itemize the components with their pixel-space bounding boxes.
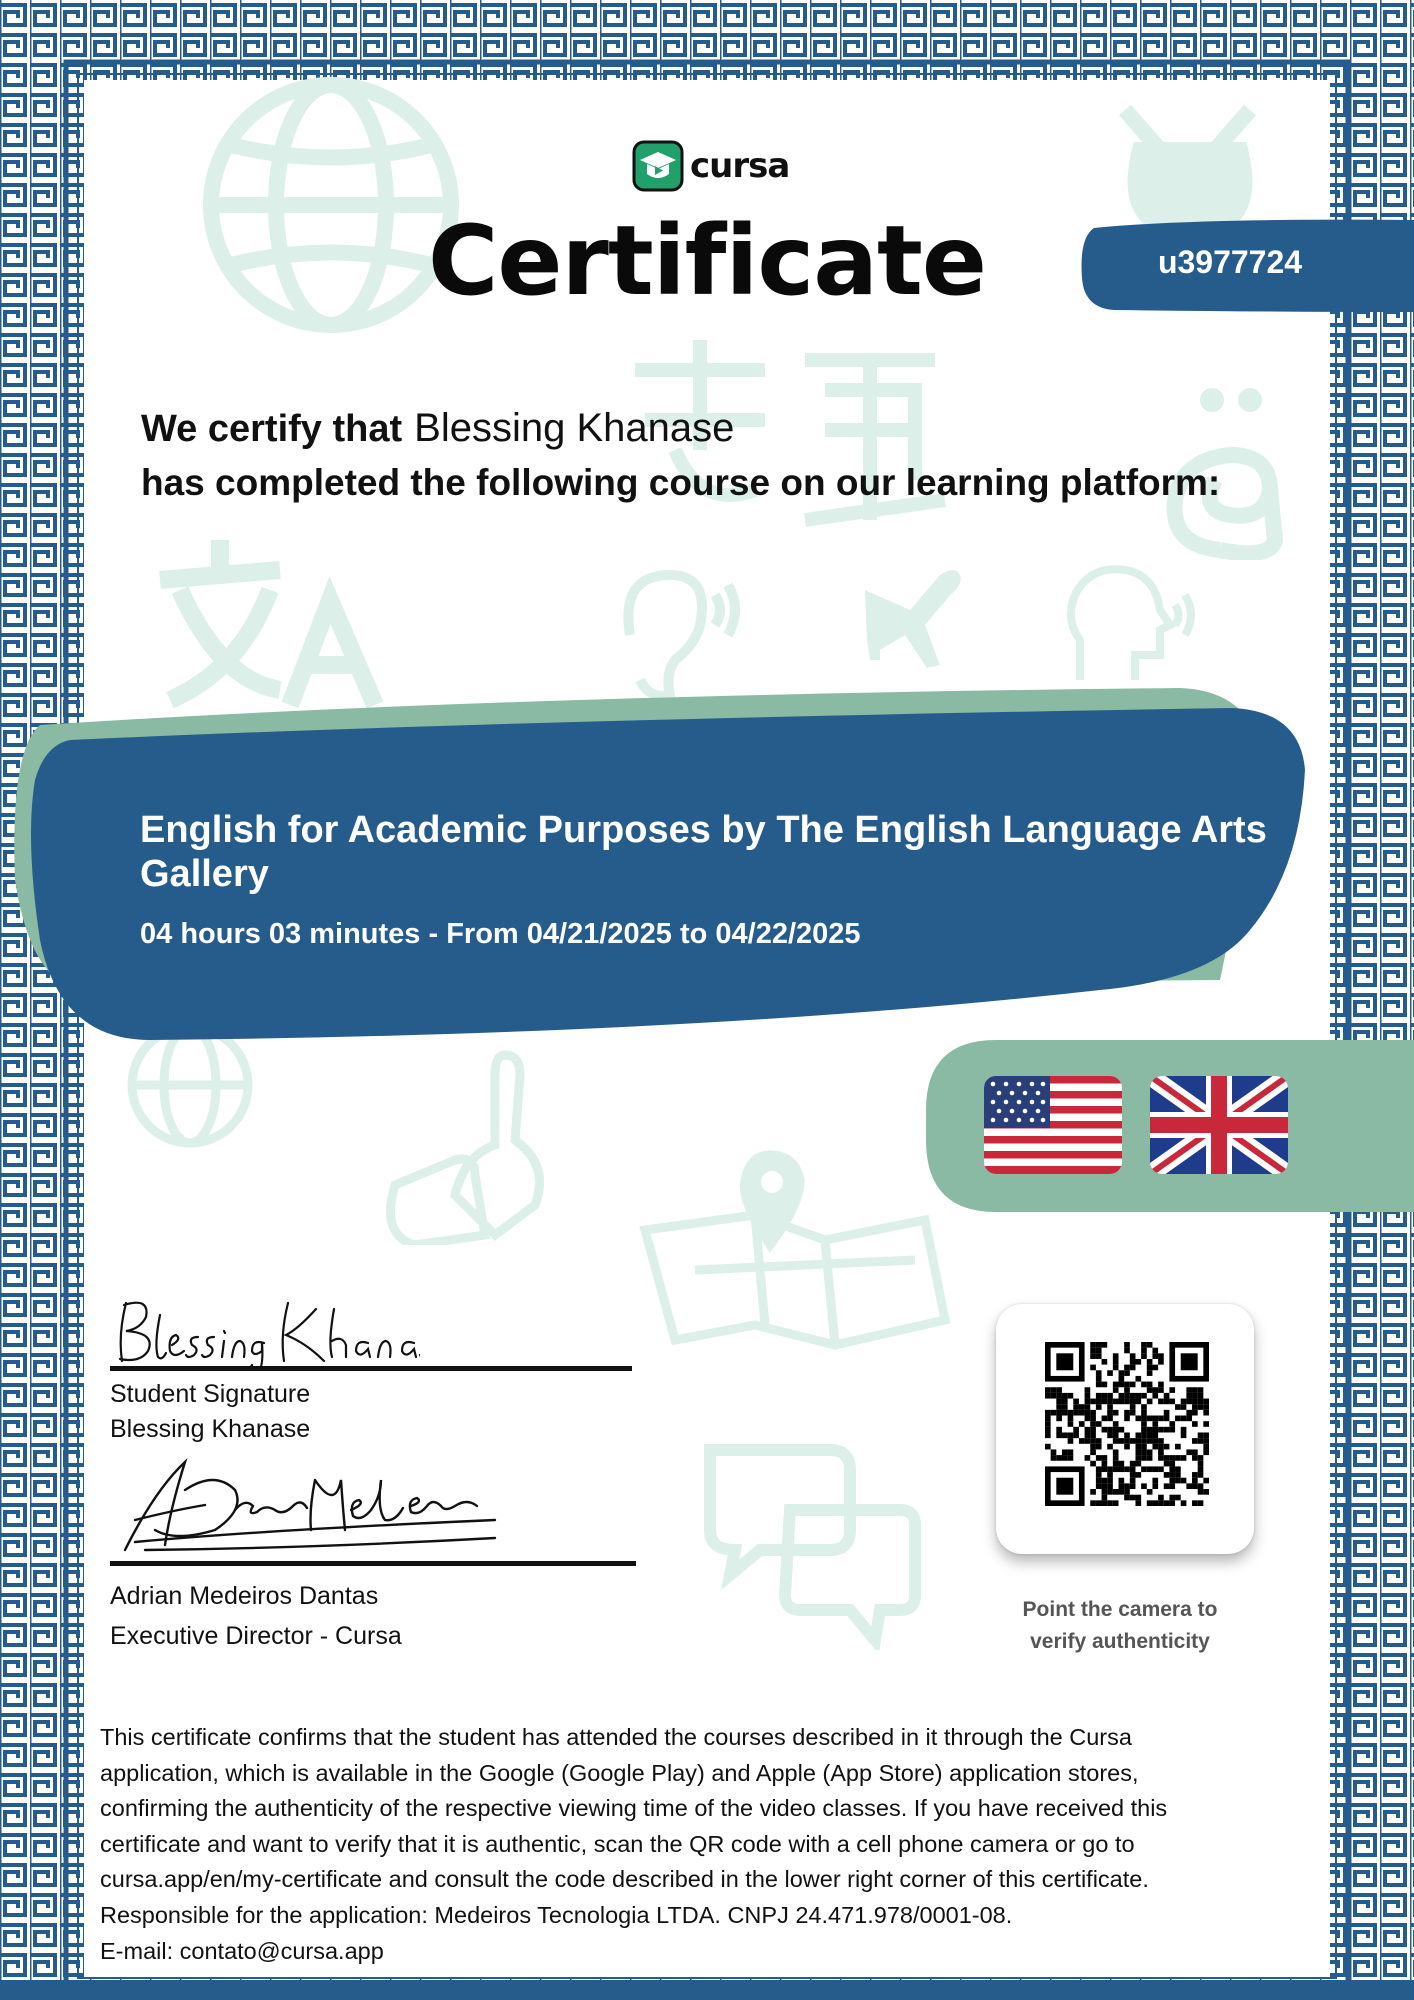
speaking-head-watermark-icon bbox=[1060, 560, 1200, 690]
disclaimer-line: Responsible for the application: Medeiros Tecnologia LTDA. CNPJ 24.471.978/0001-08. bbox=[100, 1901, 1013, 1928]
chat-bubbles-watermark-icon bbox=[690, 1430, 930, 1650]
map-pin-watermark-icon bbox=[635, 1150, 955, 1350]
cursa-logo bbox=[632, 140, 789, 192]
graduation-cap-play-icon bbox=[632, 140, 684, 192]
disclaimer-line: This certificate confirms that the student has attended the courses described in it through the Cursa bbox=[100, 1724, 1132, 1750]
disclaimer-line: confirming the authenticity of the respective viewing time of the video classes. If you have received this bbox=[100, 1795, 1168, 1822]
director-handwritten-signature bbox=[115, 1450, 515, 1560]
course-duration-dates: 04 hours 03 minutes - From 04/21/2025 to 04/22/2025 bbox=[140, 918, 861, 950]
certify-statement bbox=[141, 406, 734, 451]
united-states-flag-icon bbox=[984, 1076, 1122, 1174]
brand-name: cursa bbox=[690, 146, 790, 186]
united-kingdom-flag-icon bbox=[1150, 1076, 1288, 1174]
disclaimer-line: cursa.app/en/my-certificate and consult the code described in the lower right corner of this certificate. bbox=[100, 1866, 1149, 1893]
certificate-title: Certificate bbox=[427, 205, 987, 317]
student-name: Blessing Khanase bbox=[414, 406, 735, 450]
verification-qr-code[interactable] bbox=[1045, 1342, 1209, 1506]
certificate-code: u3977724 bbox=[1157, 244, 1303, 280]
disclaimer-line: application, which is available in the Google (Google Play) and Apple (App Store) application stores, bbox=[100, 1759, 1139, 1786]
student-handwritten-signature bbox=[110, 1295, 420, 1370]
qr-caption-line2: verify authenticity bbox=[1030, 1630, 1210, 1653]
director-name: Adrian Medeiros Dantas bbox=[110, 1582, 379, 1610]
qr-caption-line1: Point the camera to bbox=[1022, 1598, 1218, 1621]
airplane-watermark-icon bbox=[855, 560, 975, 670]
disclaimer-line: E-mail: contato@cursa.app bbox=[100, 1937, 384, 1964]
director-signature-line bbox=[110, 1561, 636, 1566]
certify-prefix: We certify that bbox=[141, 408, 403, 450]
qr-caption bbox=[990, 1594, 1250, 1658]
student-signature-label: Student Signature bbox=[110, 1380, 311, 1408]
course-title: English for Academic Purposes by The English Language Arts Gallery bbox=[140, 809, 1267, 895]
sign-language-watermark-icon bbox=[375, 1045, 565, 1245]
certify-completion-text: has completed the following course on our learning platform: bbox=[141, 462, 1221, 503]
student-signature-line bbox=[110, 1366, 632, 1371]
director-title: Executive Director - Cursa bbox=[110, 1622, 402, 1650]
disclaimer-line: certificate and want to verify that it is authentic, scan the QR code with a cell phone camera or go to bbox=[100, 1830, 1135, 1857]
certificate-disclaimer bbox=[100, 1720, 1330, 1969]
student-signature-name: Blessing Khanase bbox=[110, 1415, 311, 1443]
